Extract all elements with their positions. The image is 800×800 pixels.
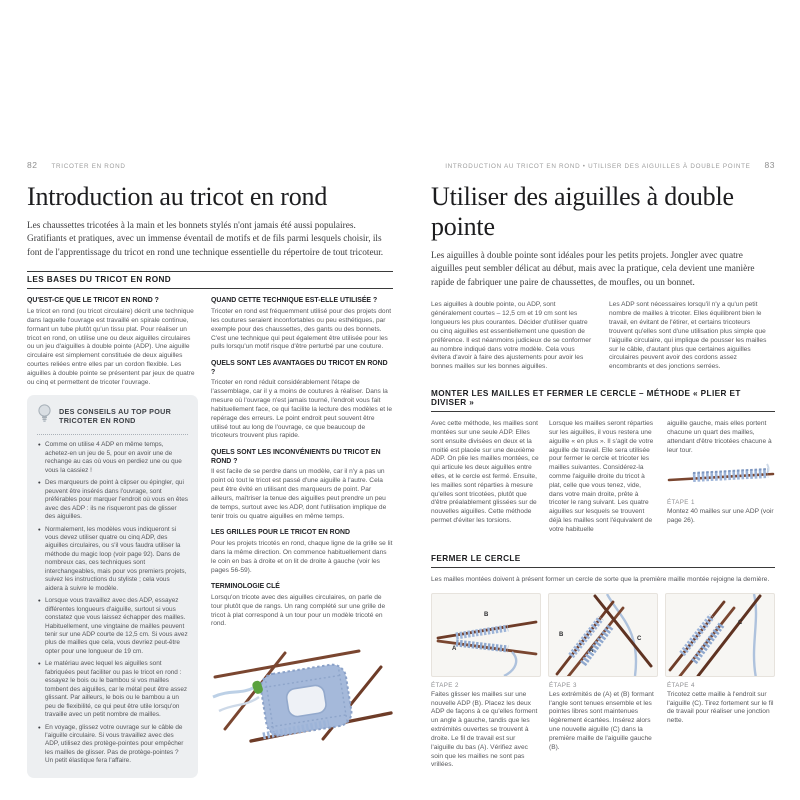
- monter-column-3: [667, 420, 775, 543]
- left-page: [27, 180, 393, 778]
- step1-photo: [667, 463, 775, 494]
- monter-column-1: Avec cette méthode, les mailles sont montées sur une seule ADP. Elles sont ensuite divisées en deux et la moitié est placée sur une deuxième ADP. On plie les mailles montées, ce qui articule les deux aiguilles entre elles, et le cercle est fermé. Ensuite, les mailles sont réparties à mesure qu'elles sont tricotées, plutôt que d'être préalablement glissées sur de nouvelles aiguilles. Cette méthode permet d'éviter les torsions.: [431, 420, 539, 525]
- tip-item: • Normalement, les modèles vous indiqueront si vous devez utiliser quatre ou cinq ADP, des aiguilles circulaires, ou s'il vous faudra utiliser la méthode du magic loop (voir page 92). Dans de nombreux cas, ces techniques sont interchangeables, mais pour vos premiers projets, suivez les instructions du styliste ; cela vous aidera à suivre le modèle.: [37, 526, 188, 594]
- left-column: [27, 297, 198, 777]
- section-header-fermer: FERMER LE CERCLE: [431, 551, 775, 568]
- fermer-intro: Les mailles montées doivent à présent former un cercle de sorte que la première maille montée rejoigne la dernière.: [431, 575, 770, 583]
- section-header-monter: MONTER LES MAILLES ET FERMER LE CERCLE – MÉTHODE « PLIER ET DIVISER »: [431, 386, 775, 412]
- needle-label-a: A: [589, 647, 594, 654]
- question-answer: Le tricot en rond (ou tricot circulaire) décrit une technique dans laquelle l'ouvrage est travaillé en spirale continue, formant un tube plutôt qu'un tissu plat. Pour réaliser un tricot en rond, on utilise une ou deux aiguilles circulaires ou un jeu d'aiguilles à double pointe (ADP). Une aiguille circulaire est simplement constituée de deux aiguilles courtes reliées entre elles par un cordon flexible. Les aiguilles à double pointe se présentent par jeux de quatre ou cinq et permettent de tricoter l'ouvrage.: [27, 308, 195, 386]
- needle-label-a: A: [452, 645, 457, 652]
- question-heading: TERMINOLOGIE CLÉ: [211, 583, 280, 591]
- monter-columns: [431, 420, 775, 543]
- step4-label: ÉTAPE 4: [667, 681, 695, 689]
- tips-list: [37, 441, 188, 765]
- right-page-title: Utiliser des aiguilles à double pointe: [431, 182, 734, 241]
- step1-text: Montez 40 mailles sur une ADP (voir page 26).: [667, 508, 774, 525]
- question-heading: LES GRILLES POUR LE TRICOT EN ROND: [211, 529, 350, 537]
- step1-caption: [667, 499, 775, 526]
- intro-column-left: Les aiguilles à double pointe, ou ADP, sont généralement courtes – 12,5 cm et 19 cm sont les longueurs les plus courantes. Décider d'utiliser quatre ou cinq aiguilles est essentiellement une question de préférence. Il est néanmoins judicieux de se conformer au nombre indiqué dans votre modèle. Cela vous évitera d'avoir à faire des ajustements pour avoir les bonnes mailles sur les bonnes aiguilles.: [431, 301, 592, 371]
- running-head-right: [445, 160, 775, 170]
- question-answer: Lorsqu'on tricote avec des aiguilles circulaires, on parle de tour plutôt que de rangs. Un rang complété sur une grille de tricot à plat correspond à un tour pour un modèle tricoté en rond.: [211, 594, 386, 628]
- running-head-left: [27, 160, 126, 170]
- question-heading: QUELS SONT LES AVANTAGES DU TRICOT EN ROND ?: [211, 360, 388, 376]
- needle-label-b: B: [559, 631, 564, 638]
- needle-label-c: C: [637, 635, 642, 642]
- intro-column-right: Les ADP sont nécessaires lorsqu'il n'y a qu'un petit nombre de mailles à tricoter. Elles équilibrent bien le travail, en évitant de l'étirer, et certains tricoteurs trouvent qu'elles sont d'une utilisation plus simple que l'aiguille circulaire, qui implique de pousser les mailles sur le câble, d'autant plus que certaines aiguilles circulaires peuvent avoir des cordons assez encombrants et des jonctions serrées.: [609, 301, 767, 371]
- running-head: [27, 160, 775, 170]
- tips-box-header: [37, 404, 188, 435]
- step-captions: [431, 682, 775, 770]
- step-photos: [431, 593, 775, 677]
- question-heading: QUAND CETTE TECHNIQUE EST-ELLE UTILISÉE ?: [211, 297, 378, 305]
- question-answer: Tricoter en rond est fréquemment utilisé pour des projets dont les coutures seraient inconfortables ou peu esthétiques, par exemple pour des chaussettes, des gants ou des bonnets. C'est une technique qui peut également être utilisée pour les pulls lorsqu'un motif risque d'être perturbé par une couture.: [211, 308, 392, 351]
- page-number-left: 82: [27, 160, 38, 170]
- tips-box: [27, 395, 198, 777]
- tip-item: • Le matériau avec lequel les aiguilles sont fabriquées peut faciliter ou pas le tricot en rond : essayez le bois ou le bambou si vos mailles tombent des aiguilles, car le métal peut être assez glissant. Par ailleurs, le bois ou le bambou a un peu de flexibilité, ce qui peut être utile lorsqu'on travaille avec un petit nombre de mailles.: [37, 660, 188, 719]
- needle-label-b: B: [484, 611, 489, 618]
- step1-label: ÉTAPE 1: [667, 499, 695, 507]
- knitting-in-round-photo: [211, 637, 393, 754]
- right-page-intro: Les aiguilles à double pointe sont idéales pour les petits projets. Jongler avec quatre aiguilles peut sembler délicat au début, mais avec la pratique, cela devient une manière rapide de fabriquer une paire de chaussettes, de moufles, ou un bonnet.: [431, 251, 755, 288]
- step4-photo: [665, 593, 775, 677]
- left-page-intro: Les chaussettes tricotées à la main et les bonnets stylés n'ont jamais été aussi populaires. Gratifiants et pratiques, avec un immense éventail de motifs et de fils parmi lesquels choisir, ils font de l'apprentissage du tricot en rond une technique essentielle du répertoire de tout tricoteur.: [27, 221, 384, 258]
- step2-text: Faites glisser les mailles sur une nouvelle ADP (B). Placez les deux ADP de façons à ce qu'elles forment un angle à gauche, tandis que les extrémités ouvertes se trouvent à droite. Le fil de travail est sur l'aiguille du bas (A). Vérifiez avec soin que les mailles ne sont pas vrillées.: [431, 690, 538, 769]
- left-page-columns: [27, 297, 393, 777]
- tip-item: • Comme on utilise 4 ADP en même temps, achetez-en un jeu de 5, pour en avoir une de rechange au cas où vous en perdiez une ou que vous la cassiez !: [37, 441, 188, 475]
- running-head-right-label: INTRODUCTION AU TRICOT EN ROND • UTILISER DES AIGUILLES À DOUBLE POINTE: [445, 163, 751, 170]
- monter-column-2: Lorsque les mailles seront réparties sur les aiguilles, il vous restera une aiguille « en plus ». Il s'agit de votre aiguille de travail. Elle sera utilisée pour fermer le cercle et tricoter les mailles suivantes. Considérez-la comme l'aiguille droite du tricot à plat, celle que vous tenez, vide, dans votre main droite, prête à tricoter le rang suivant. Les quatre aiguilles sur lesquels se trouvent déjà les mailles sont l'équivalent de votre habituelle: [549, 420, 654, 533]
- book-content: [27, 160, 775, 778]
- lightbulb-icon: [37, 404, 52, 428]
- left-page-title: Introduction au tricot en rond: [27, 182, 328, 211]
- section-header-bases: LES BASES DU TRICOT EN ROND: [27, 271, 393, 289]
- monter-column-3-text: aiguille gauche, mais elles portent chacune un quart des mailles, attendant d'être tricotées chacune à leur tour.: [667, 420, 772, 454]
- running-head-left-label: TRICOTER EN ROND: [51, 163, 126, 170]
- right-page-intro-columns: [431, 301, 775, 380]
- step2-photo: [431, 593, 541, 677]
- question-answer: Pour les projets tricotés en rond, chaque ligne de la grille se lit dans la même direction. On commence habituellement dans le coin en bas à droite et on lit de droite à gauche (voir les pages 56-59).: [211, 540, 393, 574]
- step2-label: ÉTAPE 2: [431, 681, 459, 689]
- tip-item: • En voyage, glissez votre ouvrage sur le câble de l'aiguille circulaire. Si vous travaillez avec des ADP, utilisez des protège-pointes pour empêcher les mailles de glisser. Pas de protège-pointes ? Un petit élastique fera l'affaire.: [37, 724, 188, 766]
- tip-item: • Des marqueurs de point à clipser ou épingler, qui peuvent être insérés dans l'ouvrage, sont préférables pour marquer l'endroit où vous en êtes avec des ADP : ils ne risqueront pas de glisser des aiguilles.: [37, 479, 188, 521]
- step3-label: ÉTAPE 3: [549, 681, 577, 689]
- step2-caption: [431, 682, 539, 770]
- needle-label-c: C: [738, 619, 743, 626]
- tips-box-title: DES CONSEILS AU TOP POUR TRICOTER EN ROND: [59, 407, 172, 426]
- step4-caption: [667, 682, 775, 770]
- step3-text: Les extrémités de (A) et (B) formant l'angle sont tenues ensemble et les pointes libres sont maintenues légèrement écartées. Insérez alors une nouvelle aiguille (C) dans la première maille de l'aiguille gauche (B).: [549, 690, 654, 751]
- question-heading: QUELS SONT LES INCONVÉNIENTS DU TRICOT EN ROND ?: [211, 449, 381, 465]
- step4-text: Tricotez cette maille à l'endroit sur l'aiguille (C). Tirez fortement sur le fil de travail pour réaliser une jonction nette.: [667, 690, 774, 725]
- right-page: [431, 180, 775, 770]
- question-answer: Tricoter en rond réduit considérablement l'étape de l'assemblage, car il y a moins de coutures à réaliser. Dans la mesure où l'ouvrage n'est jamais tourné, l'endroit vous fait habituellement face, ce qui facilite la lecture des modèles et le repérage des erreurs. Le point endroit peut souvent être utilisé tout au long de l'ouvrage, ce que beaucoup de tricoteurs trouvent plus rapide.: [211, 379, 393, 440]
- page-number-right: 83: [764, 160, 775, 170]
- tip-item: • Lorsque vous travaillez avec des ADP, essayez différentes longueurs d'aiguille, surtout si vous constatez que vous laissez échapper des mailles. Habituellement, une vingtaine de mailles peuvent tenir sur une ADP courte de 12,5 cm. Si vous avez plus de mailles que cela, vous devriez peut-être opter pour une longueur de 19 cm.: [37, 597, 188, 656]
- step3-photo: [548, 593, 658, 677]
- pages: [27, 180, 775, 778]
- right-column: [211, 297, 393, 777]
- question-heading: QU'EST-CE QUE LE TRICOT EN ROND ?: [27, 297, 159, 305]
- question-answer: Il est facile de se perdre dans un modèle, car il n'y a pas un point où tout le tricot est passé d'une aiguille à l'autre. Cela peut être évité en utilisant des marqueurs de point. Par ailleurs, maîtriser la tenue des aiguilles peut prendre un peu de temps, surtout avec les ADP, dont l'utilisation implique de tenir trois ou quatre aiguilles en même temps.: [211, 468, 387, 520]
- step3-caption: [549, 682, 657, 770]
